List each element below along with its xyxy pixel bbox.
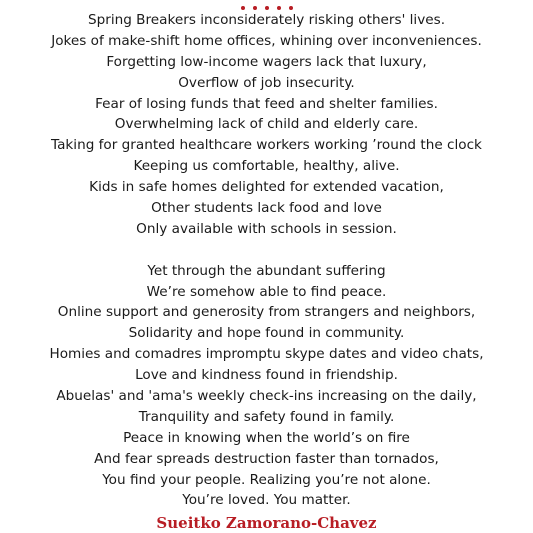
poem-line: Peace in knowing when the world’s on fire — [123, 429, 410, 446]
poem-line: Other students lack food and love — [151, 200, 382, 217]
poem-line: Keeping us comfortable, healthy, alive. — [133, 158, 400, 175]
poem-line: You’re loved. You matter. — [182, 492, 351, 509]
stanza-1 — [0, 10, 533, 240]
poem-line: Only available with schools in session. — [136, 220, 397, 237]
poem-line: You find your people. Realizing you’re not alone. — [102, 471, 431, 488]
poem-line: Abuelas' and 'ama's weekly check-ins increasing on the daily, — [56, 388, 477, 405]
poem-line: Fear of losing funds that feed and shelter families. — [95, 95, 438, 112]
poem-line: Tranquility and safety found in family. — [138, 408, 395, 425]
poem-line: Yet through the abundant suffering — [147, 262, 386, 279]
poem-line: Homies and comadres impromptu skype dates and video chats, — [49, 346, 484, 363]
poem-line: Taking for granted healthcare workers working ’round the clock — [51, 137, 482, 154]
poem-line: Overwhelming lack of child and elderly care. — [114, 116, 419, 133]
poem-line: Forgetting low-income wagers lack that luxury, — [106, 53, 427, 70]
poem-line: Jokes of make-shift home offices, whining over inconveniences. — [51, 32, 482, 49]
poem-line: Kids in safe homes delighted for extended vacation, — [89, 179, 444, 196]
poem-line: We’re somehow able to find peace. — [146, 283, 387, 300]
poem-line: Online support and generosity from strangers and neighbors, — [57, 304, 476, 321]
poem-line: Overflow of job insecurity. — [178, 74, 355, 91]
poem-body — [0, 10, 533, 511]
stanza-break — [0, 240, 533, 261]
stanza-2 — [0, 261, 533, 512]
poem-line: Love and kindness found in friendship. — [135, 367, 398, 384]
author-signature: Sueitko Zamorano-Chavez — [156, 514, 377, 532]
poem-line: Spring Breakers inconsiderately risking others' lives. — [87, 12, 446, 28]
poem-line: Solidarity and hope found in community. — [128, 325, 405, 342]
poem-line: And fear spreads destruction faster than tornados, — [94, 450, 439, 467]
